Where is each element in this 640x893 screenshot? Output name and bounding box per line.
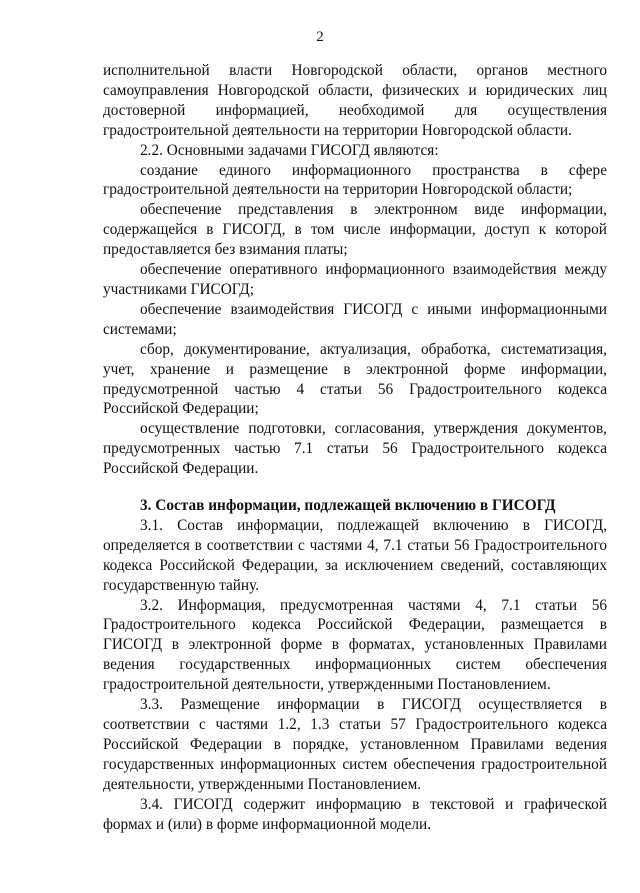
paragraph-task-6: осуществление подготовки, согласования, утверждения документов, предусмотренных частью 7.1 статьи 56 Градостроительного кодекса Российской Федерации. <box>103 420 607 478</box>
document-body <box>103 61 607 834</box>
section-heading: 3. Состав информации, подлежащей включению в ГИСОГД <box>140 497 556 515</box>
paragraph-task-3: обеспечение оперативного информационного взаимодействия между участниками ГИСОГД; <box>103 261 607 298</box>
paragraph-3-3: 3.3. Размещение информации в ГИСОГД осуществляется в соответствии с частями 1.2, 1.3 статьи 57 Градостроительного кодекса Российской Федерации в порядке, установленном Правилами ведения государственных информационных систем обеспечения градостроительной деятельности, утвержденными Постановлением. <box>103 696 607 793</box>
paragraph-task-2: обеспечение представления в электронном виде информации, содержащейся в ГИСОГД, в том числе информации, доступ к которой предоставляется без взимания платы; <box>103 201 607 259</box>
paragraph-tasks-intro: 2.2. Основными задачами ГИСОГД являются: <box>140 141 439 159</box>
paragraph-task-4: обеспечение взаимодействия ГИСОГД с иными информационными системами; <box>103 300 607 338</box>
paragraph-3-2: 3.2. Информация, предусмотренная частями 4, 7.1 статьи 56 Градостроительного кодекса Российской Федерации, размещается в ГИСОГД в электронной форме в форматах, установленных Правилами ведения государственных информационных систем обеспечения градостроительной деятельности, утвержденными Постановлением. <box>103 596 607 694</box>
page-number: 2 <box>316 29 324 45</box>
paragraph-task-1: создание единого информационного пространства в сфере градостроительной деятельности на территории Новгородской области; <box>103 161 607 199</box>
paragraph-3-1: 3.1. Состав информации, подлежащей включению в ГИСОГД, определяется в соответствии с частями 4, 7.1 статьи 56 Градостроительного кодекса Российской Федерации, за исключением сведений, составляющих государственную тайну. <box>103 516 607 594</box>
paragraph-3-4: 3.4. ГИСОГД содержит информацию в текстовой и графической формах и (или) в форме информационной модели. <box>103 795 607 833</box>
paragraph-task-5: сбор, документирование, актуализация, обработка, систематизация, учет, хранение и размещение в электронной форме информации, предусмотренной частью 4 статьи 56 Градостроительного кодекса Российской Федерации; <box>103 340 607 418</box>
paragraph-continuation: исполнительной власти Новгородской области, органов местного самоуправления Новгородской области, физических и юридических лиц достоверной информацией, необходимой для осуществления градостроительной деятельности на территории Новгородской области. <box>103 62 607 139</box>
